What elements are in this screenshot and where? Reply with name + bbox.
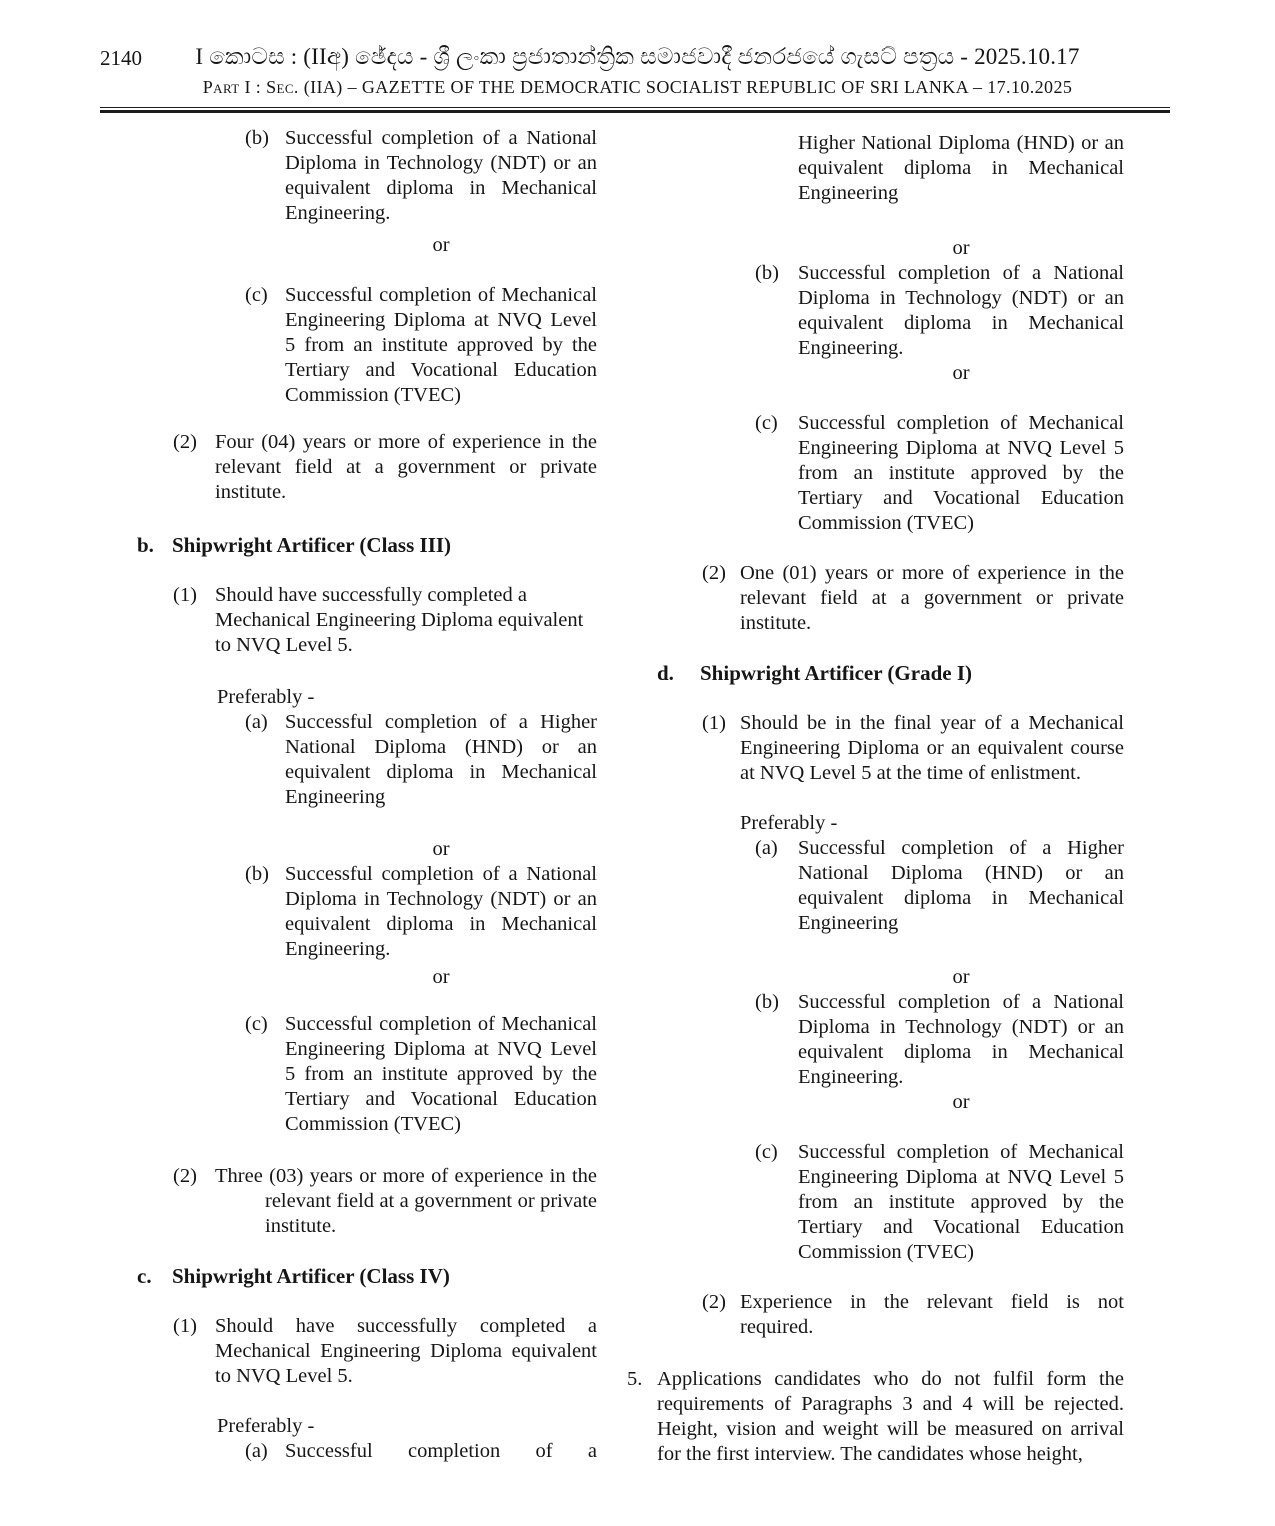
heading-text: Shipwright Artificer (Grade I) (700, 661, 972, 685)
item-text: Successful completion of Mechanical Engineering Diploma at NVQ Level 5 from an institute approved by the Tertiary and Vocational Education Commission (TVEC) (798, 1141, 1124, 1263)
heading-marker: b. (137, 533, 154, 557)
heading-text: Shipwright Artificer (Class IV) (172, 1264, 450, 1288)
or-separator: or (432, 838, 450, 860)
item-marker: (b) (245, 127, 269, 149)
item-text: Successful completion of a National Diploma in Technology (NDT) or an equivalent diploma in Mechanical Engineering. (285, 127, 597, 224)
item-text: Successful completion of a (285, 1440, 597, 1462)
item-marker: (a) (245, 1440, 268, 1462)
item-marker: 5. (627, 1368, 643, 1390)
item-marker: (1) (173, 584, 197, 606)
list-item-numbered (173, 1314, 597, 1389)
list-item-lettered (245, 862, 597, 962)
list-item-lettered (755, 990, 1124, 1090)
item-text: One (01) years or more of experience in the relevant field at a government or private institute. (740, 562, 1124, 634)
list-item-numbered (702, 1290, 1124, 1340)
item-marker: (b) (755, 991, 779, 1013)
item-marker: (2) (702, 562, 726, 584)
or-separator: or (952, 966, 970, 988)
section-heading (657, 661, 1124, 686)
list-item-lettered (245, 710, 597, 810)
item-text: Successful completion of a National Diploma in Technology (NDT) or an equivalent diploma in Mechanical Engineering. (798, 262, 1124, 359)
item-marker: (1) (173, 1315, 197, 1337)
item-marker: (c) (245, 1013, 268, 1035)
list-item-lettered (755, 1140, 1124, 1265)
item-text: Applications candidates who do not fulfil form the requirements of Paragraphs 3 and 4 will be rejected. Height, vision and weight will be measured on arrival for the first interview. The candidates whose height, (657, 1368, 1124, 1465)
gazette-title-english: Part I : Sec. (IIA) – GAZETTE OF THE DEMOCRATIC SOCIALIST REPUBLIC OF SRI LANKA – 17.10.2025 (202, 77, 1073, 97)
list-item-numbered (702, 711, 1124, 786)
item-marker: (c) (755, 412, 778, 434)
or-separator: or (952, 362, 970, 384)
item-text: Successful completion of a National Diploma in Technology (NDT) or an equivalent diploma in Mechanical Engineering. (285, 863, 597, 960)
heading-marker: c. (137, 1264, 152, 1288)
list-item-numbered (173, 430, 597, 505)
item-text: Should have successfully completed a Mechanical Engineering Diploma equivalent to NVQ Level 5. (215, 1315, 597, 1387)
preferably-label: Preferably - (740, 812, 838, 834)
preferably-label: Preferably - (217, 686, 315, 708)
or-separator: or (952, 237, 970, 259)
heading-marker: d. (657, 661, 674, 685)
item-text: Successful completion of Mechanical Engineering Diploma at NVQ Level 5 from an institute approved by the Tertiary and Vocational Education Commission (TVEC) (285, 284, 597, 406)
section-heading (137, 1264, 597, 1289)
list-item-lettered (755, 261, 1124, 361)
item-marker: (b) (755, 262, 779, 284)
list-item-lettered (245, 1012, 597, 1137)
item-text: Should have successfully completed a Mechanical Engineering Diploma equivalent to NVQ Level 5. (215, 584, 584, 656)
list-item-lettered (245, 1439, 597, 1464)
list-item-numbered (173, 1164, 597, 1239)
item-text: Successful completion of a Higher National Diploma (HND) or an equivalent diploma in Mechanical Engineering (285, 711, 597, 808)
right-column (627, 126, 1124, 1467)
or-separator: or (432, 966, 450, 988)
heading-text: Shipwright Artificer (Class III) (172, 533, 452, 557)
item-text: Should be in the final year of a Mechanical Engineering Diploma or an equivalent course at NVQ Level 5 at the time of enlistment. (740, 712, 1124, 784)
list-item-lettered (755, 411, 1124, 536)
or-separator: or (432, 234, 450, 256)
list-item-lettered (245, 283, 597, 408)
item-marker: (1) (702, 712, 726, 734)
item-marker: (b) (245, 863, 269, 885)
page-body (0, 126, 1275, 1467)
or-separator: or (952, 1091, 970, 1113)
item-marker: (a) (245, 711, 268, 733)
page-number: 2140 (100, 46, 142, 70)
continuation-text: Higher National Diploma (HND) or an equivalent diploma in Mechanical Engineering (798, 132, 1124, 204)
left-column (137, 126, 597, 1467)
gazette-title-sinhala: I කොටස : (IIඅ) ඡේදය - ශ්‍රී ලංකා ප්‍රජාතාන්ත්‍රික සමාජවාදී ජනරජයේ ගැසට් පත්‍රය - 2025.10.17 (195, 44, 1080, 69)
section-heading (137, 533, 597, 558)
list-item-lettered (245, 126, 597, 226)
page-header (0, 0, 1275, 98)
item-text: Successful completion of a National Diploma in Technology (NDT) or an equivalent diploma in Mechanical Engineering. (798, 991, 1124, 1088)
item-marker: (a) (755, 837, 778, 859)
paragraph-item (627, 1367, 1124, 1467)
item-marker: (c) (245, 284, 268, 306)
item-text: Experience in the relevant field is not required. (740, 1291, 1124, 1338)
list-item-numbered (173, 583, 597, 658)
item-marker: (2) (173, 1165, 197, 1187)
item-marker: (2) (702, 1291, 726, 1313)
list-item-numbered (702, 561, 1124, 636)
list-item-lettered (755, 836, 1124, 936)
header-rule (100, 107, 1170, 113)
item-text: Successful completion of Mechanical Engineering Diploma at NVQ Level 5 from an institute approved by the Tertiary and Vocational Education Commission (TVEC) (798, 412, 1124, 534)
item-text: Three (03) years or more of experience in the relevant field at a government or private institute. (215, 1165, 597, 1237)
item-text: Four (04) years or more of experience in the relevant field at a government or private institute. (215, 431, 597, 503)
item-marker: (c) (755, 1141, 778, 1163)
preferably-label: Preferably - (217, 1415, 315, 1437)
item-text: Successful completion of Mechanical Engineering Diploma at NVQ Level 5 from an institute approved by the Tertiary and Vocational Education Commission (TVEC) (285, 1013, 597, 1135)
item-marker: (2) (173, 431, 197, 453)
item-text: Successful completion of a Higher National Diploma (HND) or an equivalent diploma in Mechanical Engineering (798, 837, 1124, 934)
